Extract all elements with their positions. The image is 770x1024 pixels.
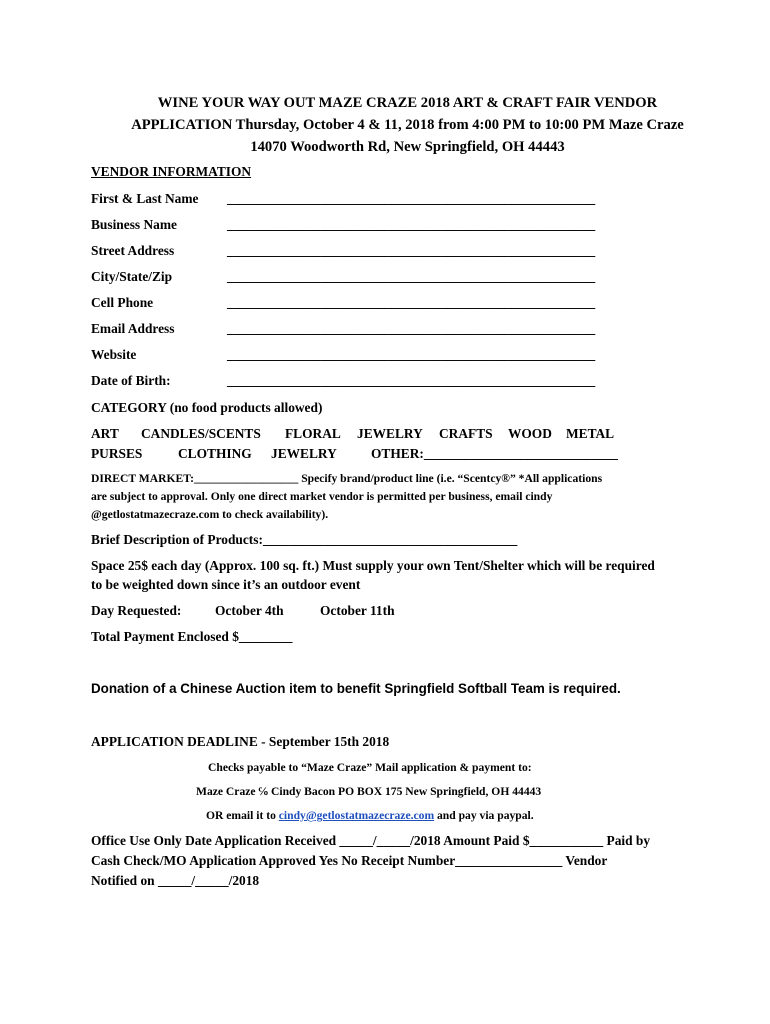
field-blank-phone[interactable]: _______________________________________________________	[227, 295, 596, 310]
field-blank-name[interactable]: _______________________________________________________	[227, 191, 596, 206]
email-suffix: and pay via paypal.	[434, 809, 534, 822]
day-option-oct-11[interactable]: October 11th	[320, 603, 395, 618]
direct-market-line-2: are subject to approval. Only one direct market vendor is permitted per business, email cindy	[91, 490, 553, 503]
field-label-name: First & Last Name	[91, 191, 199, 206]
category-jewelry[interactable]: JEWELRY	[357, 426, 423, 441]
day-option-oct-4[interactable]: October 4th	[215, 603, 284, 618]
mailing-address: Maze Craze ℅ Cindy Bacon PO BOX 175 New Springfield, OH 44443	[196, 785, 542, 798]
field-label-website: Website	[91, 347, 137, 362]
direct-market-line-1: DIRECT MARKET:__________________ Specify brand/product line (i.e. “Scentcy®” *All applications	[91, 472, 603, 485]
field-label-phone: Cell Phone	[91, 295, 154, 310]
checks-payable: Checks payable to “Maze Craze” Mail application & payment to:	[208, 761, 532, 774]
office-use-line-3: Notified on _____/_____/2018	[91, 873, 260, 888]
category-crafts[interactable]: CRAFTS	[439, 426, 493, 441]
field-blank-dob[interactable]: _______________________________________________________	[227, 373, 596, 388]
day-requested-label: Day Requested:	[91, 603, 182, 618]
category-clothing[interactable]: CLOTHING	[178, 446, 252, 461]
title-line-3: 14070 Woodworth Rd, New Springfield, OH 44443	[250, 139, 565, 155]
category-floral[interactable]: FLORAL	[285, 426, 341, 441]
field-label-email: Email Address	[91, 321, 175, 336]
space-line-1: Space 25$ each day (Approx. 100 sq. ft.) Must supply your own Tent/Shelter which will be required	[91, 558, 655, 573]
application-deadline: APPLICATION DEADLINE - September 15th 2018	[91, 734, 390, 749]
category-heading: CATEGORY (no food products allowed)	[91, 400, 323, 415]
donation-notice: Donation of a Chinese Auction item to benefit Springfield Softball Team is required.	[91, 681, 621, 696]
total-payment[interactable]: Total Payment Enclosed $________	[91, 629, 293, 644]
category-other[interactable]: OTHER:_____________________________	[371, 446, 618, 461]
email-prefix: OR email it to	[206, 809, 279, 822]
field-label-city: City/State/Zip	[91, 269, 173, 284]
field-blank-email[interactable]: _______________________________________________________	[227, 321, 596, 336]
field-label-dob: Date of Birth:	[91, 373, 171, 388]
email-link[interactable]: cindy@getlostatmazecraze.com	[278, 809, 435, 822]
direct-market-line-3: @getlostatmazecraze.com to check availability).	[91, 508, 329, 521]
field-label-street: Street Address	[91, 243, 175, 258]
title-line-1: WINE YOUR WAY OUT MAZE CRAZE 2018 ART & CRAFT FAIR VENDOR	[157, 95, 658, 111]
title-line-2: APPLICATION Thursday, October 4 & 11, 2018 from 4:00 PM to 10:00 PM Maze Craze	[131, 117, 684, 133]
field-blank-city[interactable]: _______________________________________________________	[227, 269, 596, 284]
category-candles[interactable]: CANDLES/SCENTS	[141, 426, 261, 441]
field-label-business: Business Name	[91, 217, 177, 232]
category-wood[interactable]: WOOD	[508, 426, 552, 441]
space-line-2: to be weighted down since it’s an outdoor event	[91, 577, 361, 592]
vendor-info-heading: VENDOR INFORMATION	[91, 164, 252, 179]
office-use-line-1: Office Use Only Date Application Received _____/_____/2018 Amount Paid $___________ Paid by	[91, 833, 651, 848]
category-jewelry-2[interactable]: JEWELRY	[271, 446, 337, 461]
email-line	[206, 809, 534, 822]
category-metal[interactable]: METAL	[566, 426, 615, 441]
category-art[interactable]: ART	[91, 426, 119, 441]
field-blank-business[interactable]: _______________________________________________________	[227, 217, 596, 232]
field-blank-website[interactable]: _______________________________________________________	[227, 347, 596, 362]
office-use-line-2: Cash Check/MO Application Approved Yes No Receipt Number________________ Vendor	[91, 853, 608, 868]
field-blank-street[interactable]: _______________________________________________________	[227, 243, 596, 258]
brief-description[interactable]: Brief Description of Products:______________________________________	[91, 532, 518, 547]
category-purses[interactable]: PURSES	[91, 446, 143, 461]
